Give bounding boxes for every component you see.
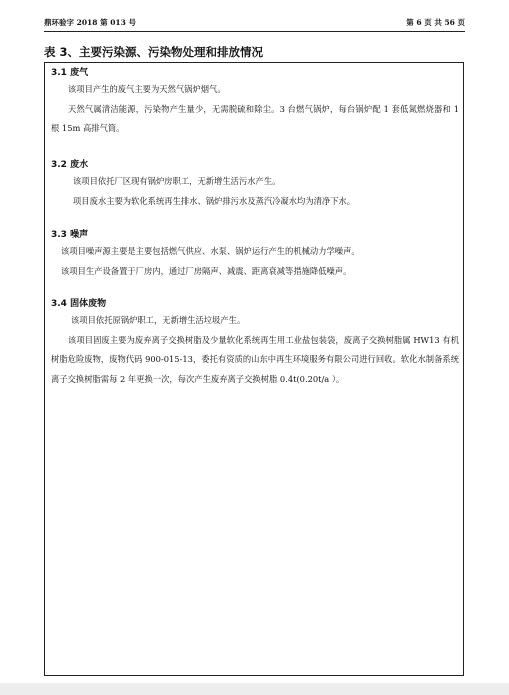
- section-wastewater: [51, 158, 459, 211]
- page-bottom-edge: [0, 683, 509, 695]
- table-title: 表 3、主要污染源、污染物处理和排放情况: [44, 45, 264, 59]
- document-number: 鼎环验字 2018 第 013 号: [44, 18, 136, 27]
- section-noise: [51, 228, 459, 281]
- paragraph: 该项目依托原锅炉职工，无新增生活垃圾产生。: [71, 315, 246, 325]
- paragraph: 天然气属清洁能源，污染物产生量少，无需脱硫和除尘。3 台燃气锅炉，每台锅炉配 1 套低氮燃烧器和 1 根 15m 高排气筒。: [51, 103, 459, 133]
- paragraph: 该项目噪声源主要是主要包括燃气供应、水泵、锅炉运行产生的机械动力学噪声。: [61, 246, 360, 256]
- section-exhaust-gas: [51, 66, 459, 139]
- paragraph: 项目废水主要为软化系统再生排水、锅炉排污水及蒸汽冷凝水均为清净下水。: [73, 195, 356, 206]
- table-frame: [44, 62, 464, 676]
- page-number: 第 6 页 共 56 页: [406, 18, 465, 27]
- paragraph: 该项目产生的废气主要为天然气锅炉烟气。: [68, 84, 226, 94]
- section-title: 3.3 噪声: [51, 230, 89, 240]
- paragraph: 该项目依托厂区现有锅炉房职工，无新增生活污水产生。: [73, 176, 281, 186]
- section-solid-waste: [51, 297, 459, 389]
- section-title: 3.2 废水: [51, 160, 89, 170]
- paragraph: 该项目固废主要为废弃离子交换树脂及少量软化系统再生用工业盐包装袋，废离子交换树脂属 HW13 有机树脂危险废物，废物代码 900-015-13，委托有资质的山东中再生环境服务有限公司进行回收。软化水制备系统离子交换树脂需每 2 年更换一次，每次产生废弃离子交换树脂 0.4t(0.20t/a ）。: [51, 334, 459, 384]
- paragraph: 该项目生产设备置于厂房内，通过厂房隔声、减震、距离衰减等措施降低噪声。: [61, 265, 352, 276]
- section-title: 3.1 废气: [51, 68, 89, 78]
- page-header: [44, 15, 465, 32]
- section-title: 3.4 固体废物: [51, 299, 107, 309]
